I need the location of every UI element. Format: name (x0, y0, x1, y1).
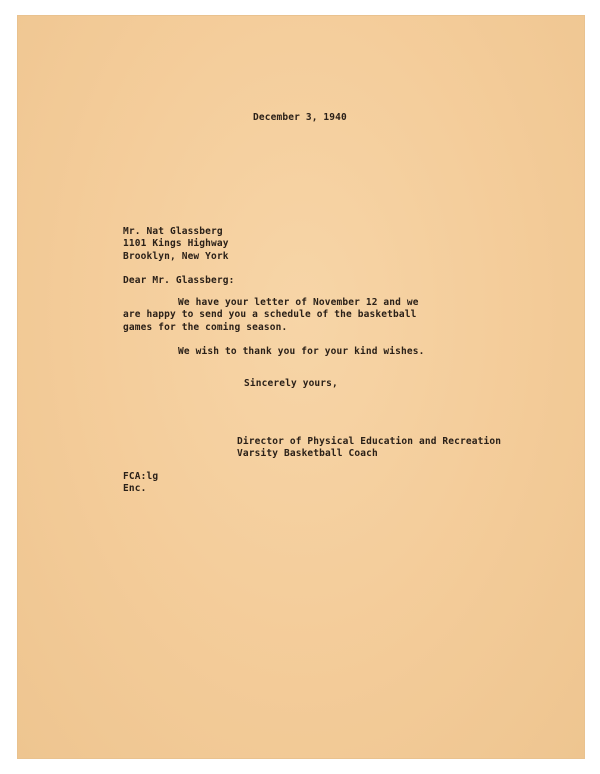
letter-page (18, 16, 584, 758)
enclosure-note: Enc. (123, 483, 147, 494)
paragraph-2: We wish to thank you for your kind wishes. (178, 346, 425, 357)
reference-initials: FCA:lg (123, 471, 159, 482)
recipient-city: Brooklyn, New York (123, 251, 229, 262)
closing: Sincerely yours, (244, 378, 338, 389)
recipient-name: Mr. Nat Glassberg (123, 226, 223, 237)
signature-title-1: Director of Physical Education and Recreation (237, 436, 502, 447)
paragraph-1-line-1: We have your letter of November 12 and we (178, 297, 419, 308)
paragraph-1-line-3: games for the coming season. (123, 322, 288, 333)
letter-date: December 3, 1940 (253, 112, 347, 123)
recipient-street: 1101 Kings Highway (123, 238, 229, 249)
paragraph-1-line-2: are happy to send you a schedule of the basketball (123, 309, 417, 320)
signature-title-2: Varsity Basketball Coach (237, 448, 378, 459)
salutation: Dear Mr. Glassberg: (123, 275, 235, 286)
